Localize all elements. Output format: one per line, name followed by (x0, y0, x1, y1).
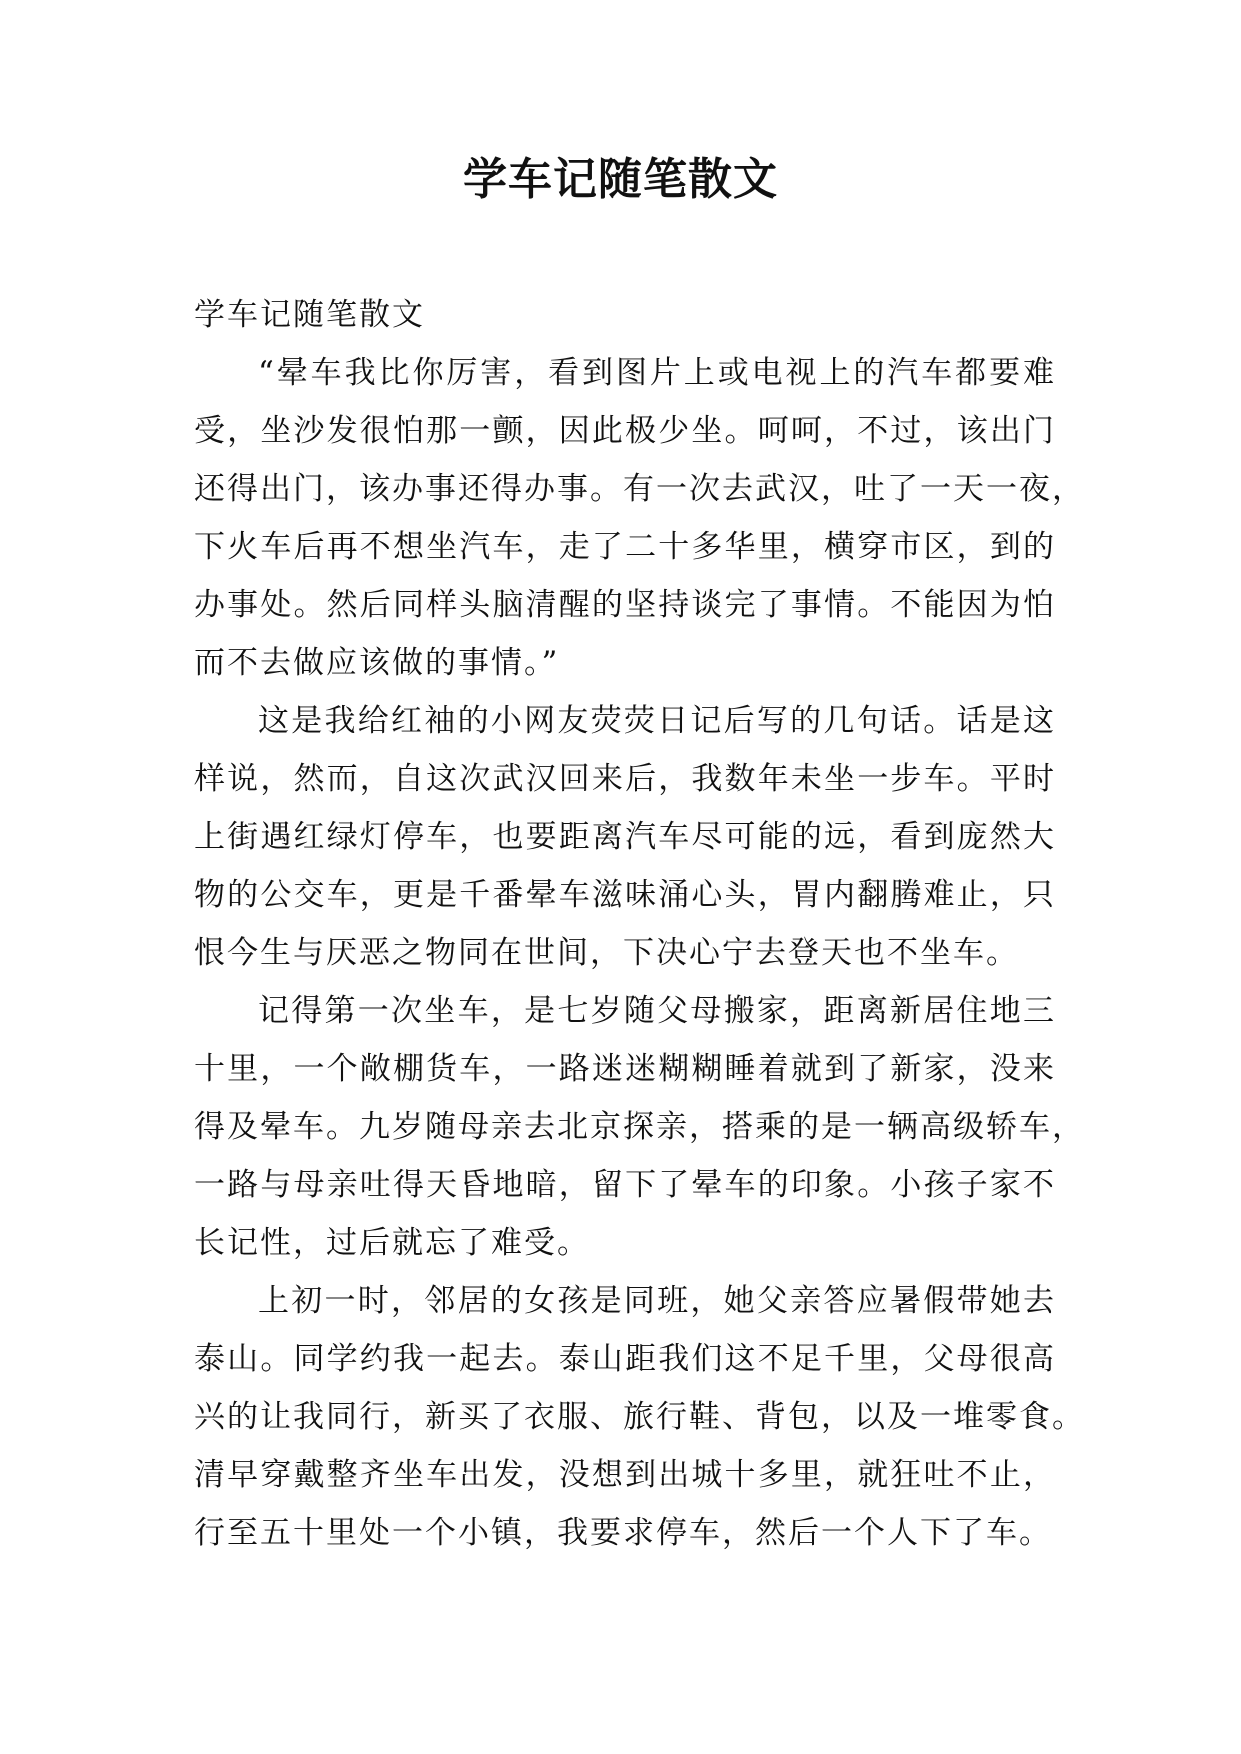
paragraph-2 (194, 692, 1056, 982)
paragraph-line: 办事处。然后同样头脑清醒的坚持谈完了事情。不能因为怕 (194, 587, 1056, 623)
paragraph-line: 还得出门，该办事还得办事。有一次去武汉，吐了一天一夜， (194, 471, 1085, 507)
paragraph-line: 十里，一个敞棚货车，一路迷迷糊糊睡着就到了新家，没来 (194, 1051, 1056, 1087)
paragraph-4 (194, 1272, 1085, 1562)
paragraph-line: 兴的让我同行，新买了衣服、旅行鞋、背包，以及一堆零食。 (194, 1399, 1085, 1435)
paragraph-line: 清早穿戴整齐坐车出发，没想到出城十多里，就狂吐不止， (194, 1457, 1056, 1493)
paragraph-line: “晕车我比你厉害，看到图片上或电视上的汽车都要难 (258, 355, 1056, 391)
paragraph-line: 上初一时，邻居的女孩是同班，她父亲答应暑假带她去 (258, 1283, 1056, 1319)
document-subtitle: 学车记随笔散文 (194, 297, 425, 333)
paragraph-line: 得及晕车。九岁随母亲去北京探亲，搭乘的是一辆高级轿车， (194, 1109, 1085, 1145)
paragraph-line: 这是我给红袖的小网友荧荧日记后写的几句话。话是这 (258, 703, 1056, 739)
paragraph-3 (194, 982, 1085, 1272)
paragraph-line: 下火车后再不想坐汽车，走了二十多华里，横穿市区，到的 (194, 529, 1056, 565)
paragraph-line: 上街遇红绿灯停车，也要距离汽车尽可能的远，看到庞然大 (194, 819, 1056, 855)
paragraph-line: 恨今生与厌恶之物同在世间，下决心宁去登天也不坐车。 (194, 935, 1019, 971)
paragraph-line: 样说，然而，自这次武汉回来后，我数年未坐一步车。平时 (194, 761, 1056, 797)
paragraph-line: 记得第一次坐车，是七岁随父母搬家，距离新居住地三 (258, 993, 1056, 1029)
document-body (194, 286, 1085, 1562)
document-title: 学车记随笔散文 (463, 154, 778, 205)
paragraph-1 (194, 344, 1085, 692)
paragraph-line: 长记性，过后就忘了难受。 (194, 1225, 590, 1261)
paragraph-line: 而不去做应该做的事情。” (194, 645, 560, 681)
paragraph-line: 泰山。同学约我一起去。泰山距我们这不足千里，父母很高 (194, 1341, 1056, 1377)
paragraph-line: 物的公交车，更是千番晕车滋味涌心头，胃内翻腾难止，只 (194, 877, 1056, 913)
paragraph-line: 一路与母亲吐得天昏地暗，留下了晕车的印象。小孩子家不 (194, 1167, 1056, 1203)
paragraph-line: 行至五十里处一个小镇，我要求停车，然后一个人下了车。 (194, 1515, 1052, 1551)
paragraph-line: 受，坐沙发很怕那一颤，因此极少坐。呵呵，不过，该出门 (194, 413, 1056, 449)
